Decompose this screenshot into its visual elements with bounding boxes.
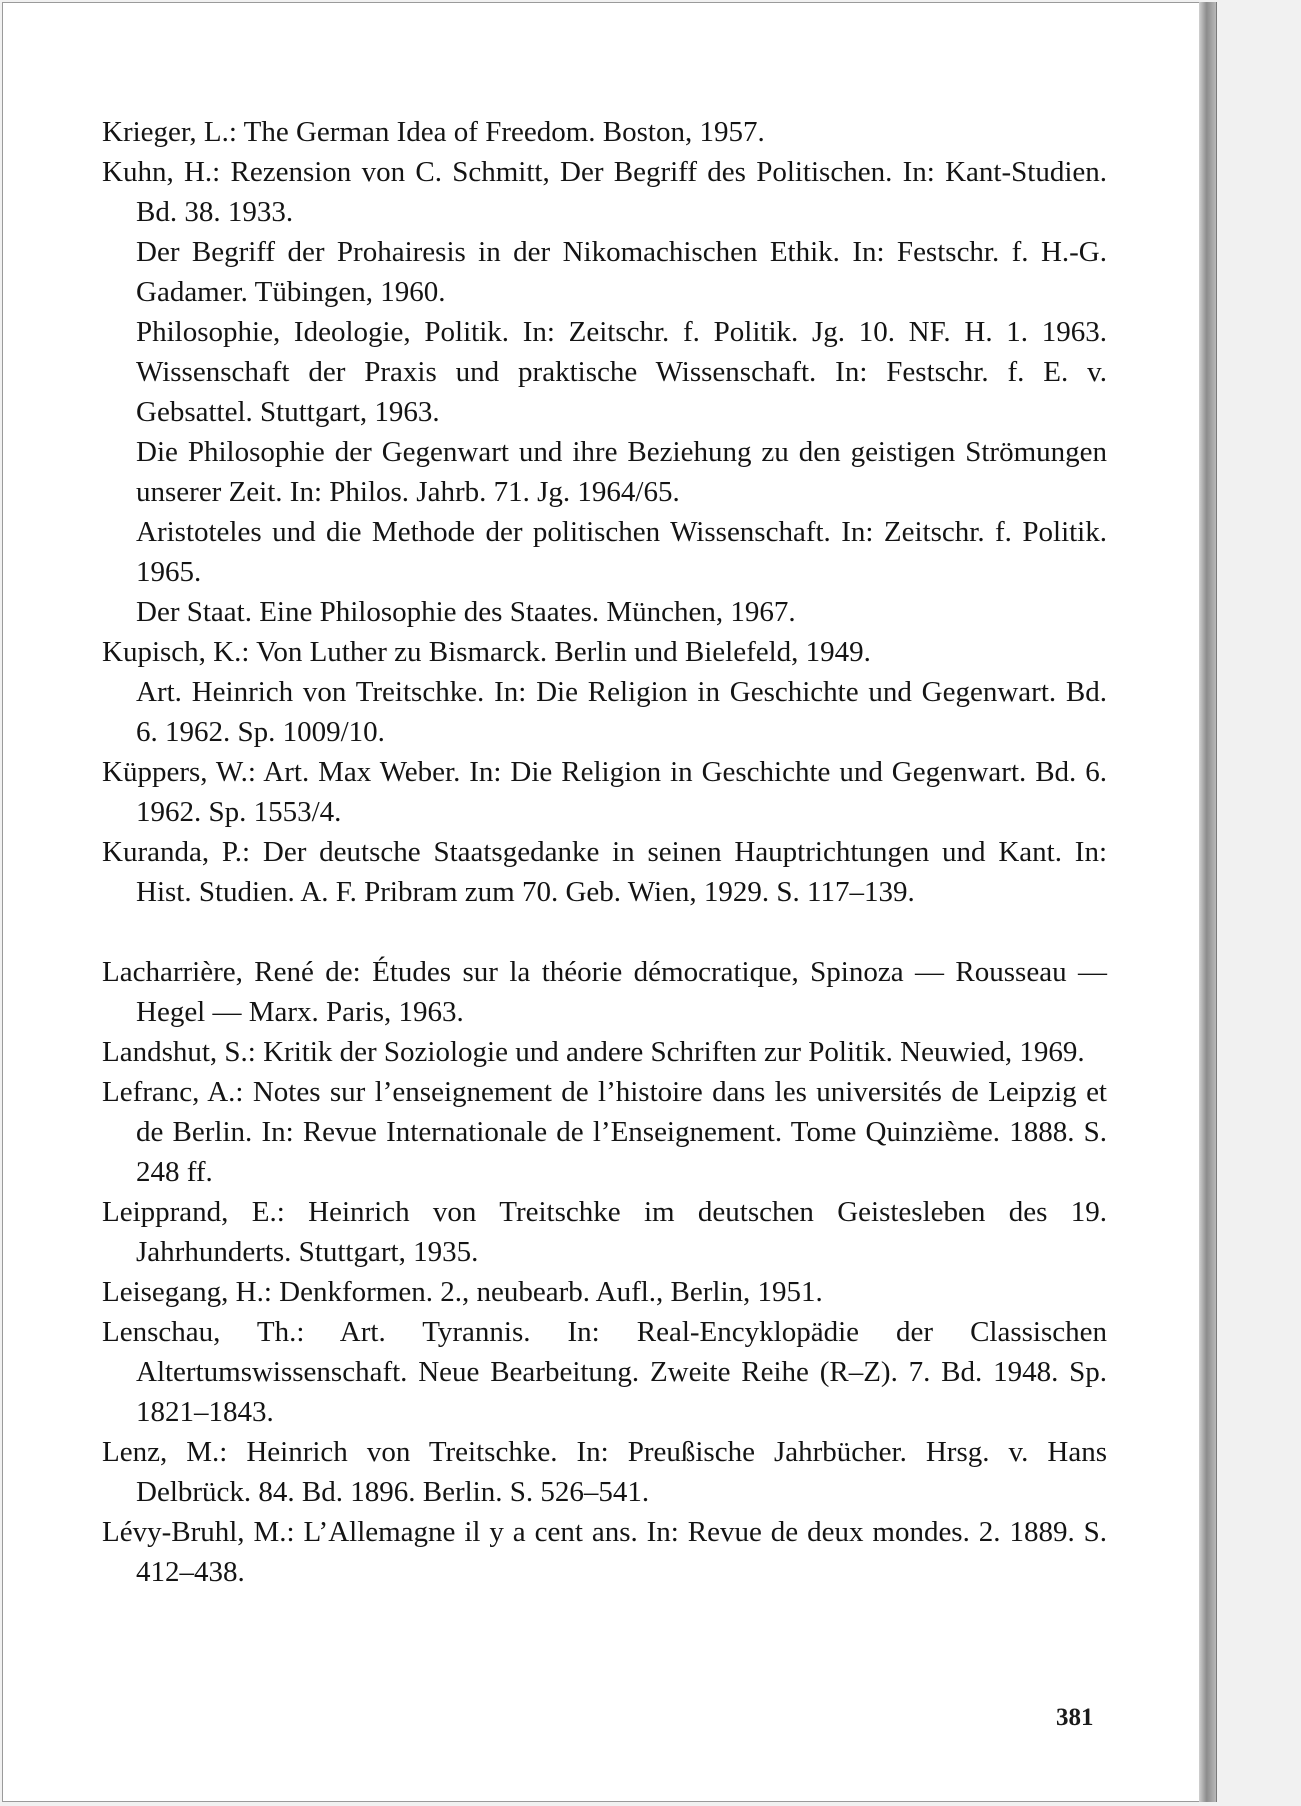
bib-entry-leisegang: Leisegang, H.: Denkformen. 2., neubearb. Aufl., Berlin, 1951. — [102, 1276, 823, 1308]
bib-entry-lefranc: Lefranc, A.: Notes sur l’enseignement de l’histoire dans les universités de Leipzig et de Berlin. In: Revue Internationale de l’Enseignement. Tome Quinzième. 1888. S. 248 ff. — [102, 1076, 1107, 1188]
page-edge-shadow — [1199, 2, 1217, 1802]
bib-subentry-kuhn-philosophie: Philosophie, Ideologie, Politik. In: Zeitschr. f. Politik. Jg. 10. NF. H. 1. 1963. Wissenschaft der Praxis und praktische Wissenschaft. In: Festschr. f. E. v. Gebsattel. Stuttgart, 1963. — [136, 316, 1107, 428]
bib-entry-lacharriere: Lacharrière, René de: Études sur la théorie démocratique, Spinoza — Rousseau — Hegel — Marx. Paris, 1963. — [102, 956, 1107, 1028]
bib-subentry-kuhn-staat: Der Staat. Eine Philosophie des Staates. München, 1967. — [136, 596, 796, 628]
bib-entry-lenschau: Lenschau, Th.: Art. Tyrannis. In: Real-Encyklopädie der Classischen Altertumswissenschaft. Neue Bearbeitung. Zweite Reihe (R–Z). 7. Bd. 1948. Sp. 1821–1843. — [102, 1316, 1107, 1428]
bib-subentry-kuhn-prohairesis: Der Begriff der Prohairesis in der Nikomachischen Ethik. In: Festschr. f. H.-G. Gadamer. Tübingen, 1960. — [136, 236, 1107, 308]
page-number: 381 — [1056, 1704, 1094, 1731]
bib-subentry-kupisch-treitschke: Art. Heinrich von Treitschke. In: Die Religion in Geschichte und Gegenwart. Bd. 6. 1962. Sp. 1009/10. — [136, 676, 1107, 748]
bib-entry-kueppers: Küppers, W.: Art. Max Weber. In: Die Religion in Geschichte und Gegenwart. Bd. 6. 1962. Sp. 1553/4. — [102, 756, 1107, 828]
bib-entry-kuranda: Kuranda, P.: Der deutsche Staatsgedanke in seinen Hauptrichtungen und Kant. In: Hist. Studien. A. F. Pribram zum 70. Geb. Wien, 1929. S. 117–139. — [102, 836, 1107, 908]
bibliography-list — [102, 112, 1107, 1592]
bib-subentry-kuhn-gegenwart: Die Philosophie der Gegenwart und ihre Beziehung zu den geistigen Strömungen unserer Zeit. In: Philos. Jahrb. 71. Jg. 1964/65. — [136, 436, 1107, 508]
bib-entry-levy-bruhl: Lévy-Bruhl, M.: L’Allemagne il y a cent ans. In: Revue de deux mondes. 2. 1889. S. 412–438. — [102, 1516, 1107, 1588]
bib-entry-kuhn: Kuhn, H.: Rezension von C. Schmitt, Der Begriff des Politischen. In: Kant-Studien. Bd. 38. 1933. — [102, 156, 1107, 228]
bib-entry-lenz: Lenz, M.: Heinrich von Treitschke. In: Preußische Jahrbücher. Hrsg. v. Hans Delbrück. 84. Bd. 1896. Berlin. S. 526–541. — [102, 1436, 1107, 1508]
bib-subentry-kuhn-aristoteles: Aristoteles und die Methode der politischen Wissenschaft. In: Zeitschr. f. Politik. 1965. — [136, 516, 1107, 588]
bib-entry-landshut: Landshut, S.: Kritik der Soziologie und andere Schriften zur Politik. Neuwied, 1969. — [102, 1036, 1085, 1068]
section-gap — [102, 912, 1107, 952]
bib-entry-leipprand: Leipprand, E.: Heinrich von Treitschke im deutschen Geistesleben des 19. Jahrhunderts. Stuttgart, 1935. — [102, 1196, 1107, 1268]
bib-entry-krieger: Krieger, L.: The German Idea of Freedom. Boston, 1957. — [102, 116, 765, 148]
bib-entry-kupisch: Kupisch, K.: Von Luther zu Bismarck. Berlin und Bielefeld, 1949. — [102, 636, 871, 668]
